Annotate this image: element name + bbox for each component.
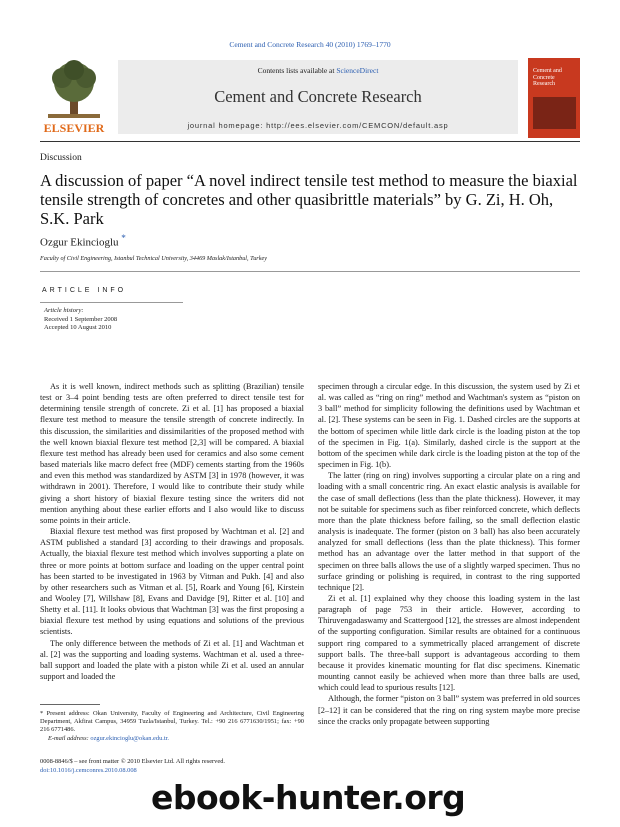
journal-homepage xyxy=(118,121,518,130)
divider xyxy=(40,271,580,272)
article-info-heading: ARTICLE INFO xyxy=(42,287,127,294)
email-label: E-mail address: xyxy=(48,734,91,742)
paragraph: The latter (ring on ring) involves supporting a circular plate on a ring and loading with a small concentric ring. An exact elastic analysis is available for the case of small deflections (less than the plate thickness). However, it may not be suitable for specimens such as fiber reinforced concrete, which deflects more than the plate thickness before failing, so the small deflection elastic analysis is inadequate. The former (piston on 3 ball) has also been accurately analyzed for small deflections (less than the plate thickness). This former method has an advantage over the latter method in that support of the specimen on three balls allows the use of a slightly warped specimen. Thus no surface grinding or polishing is required, in contrast to the ring supported technique [2]. xyxy=(318,471,580,592)
contents-line xyxy=(118,66,518,75)
header-rule xyxy=(40,141,580,142)
svg-text:ELSEVIER: ELSEVIER xyxy=(43,121,105,135)
copyright-block xyxy=(40,758,225,775)
footnote-text: * Present address: Okan University, Faculty of Engineering and Architecture, Civil Engineering Department, Akfirat Campus, 34959 Tuzla/Istanbul, Turkey. Tel.: +90 216 6771630/1951; fax: +90 216 6771486. xyxy=(40,710,304,734)
accepted-date: Accepted 10 August 2010 xyxy=(44,324,112,331)
journal-title: Cement and Concrete Research xyxy=(214,87,422,106)
watermark: ebook-hunter.org xyxy=(151,778,466,817)
article-history xyxy=(44,307,117,333)
journal-reference[interactable]: Cement and Concrete Research 40 (2010) 1769–1770 xyxy=(229,40,391,49)
cover-image xyxy=(533,97,576,129)
author-name: Ozgur Ekincioglu xyxy=(40,236,119,249)
email-link[interactable]: ozgur.ekincioglu@okan.edu.tr. xyxy=(90,734,170,742)
footnote xyxy=(40,710,304,743)
contents-prefix: Contents lists available at xyxy=(257,66,337,75)
homepage-link[interactable]: http://ees.elsevier.com/CEMCON/default.asp xyxy=(266,121,449,130)
paragraph: Biaxial flexure test method was first proposed by Wachtman et al. [2] and ASTM published a standard [3] according to their drawings and proposals. Actually, the biaxial flexure test method which involves supporting a plate on three or more points at bottom surface and loading on the upper central point has been started to be investigated in 1963 by Vitman and Pukh. [4] and also by other researchers such as Vitman et al. [5], Roark and Young [6], Kirstein and Wooley [7], Willshaw [8], Evans and Davidge [9], Ritter et al. [10] and Shetty et al. [11]. It looks obvious that Wachtman [3] was the first proposing a biaxial flexure test method by using equations and solutions of the previous scientists. xyxy=(40,527,304,637)
copyright-text: 0008-8846/$ – see front matter © 2010 Elsevier Ltd. All rights reserved. xyxy=(40,758,225,765)
divider xyxy=(40,302,183,303)
author-line xyxy=(40,233,126,249)
footnote-rule xyxy=(40,704,100,705)
sciencedirect-link[interactable]: ScienceDirect xyxy=(336,66,379,75)
paragraph: Although, the former “piston on 3 ball” system was preferred in old sources [2–12] it can be considered that the ring on ring system maybe more precise since the cracks only propagate between supporting xyxy=(318,694,580,726)
cover-title: Cement and Concrete Research xyxy=(533,68,562,87)
body-column-right xyxy=(318,381,580,727)
section-label: Discussion xyxy=(40,153,82,163)
homepage-prefix: journal homepage: xyxy=(187,121,267,130)
article-title: A discussion of paper “A novel indirect tensile test method to measure the biaxial tensile strength of concretes and other quasibrittle materials” by G. Zi, H. Oh, S.K. Park xyxy=(40,171,578,228)
affiliation: Faculty of Civil Engineering, Istanbul Technical University, 34469 Maslak/Istanbul, Turkey xyxy=(40,255,267,262)
paragraph: The only difference between the methods of Zi et al. [1] and Wachtman et al. [2] was the supporting and loading systems. Wachtman et al. used a three-ball support and loaded the plate with a piston while Zi et al. used an annular support and loaded the xyxy=(40,638,304,682)
paragraph: As it is well known, indirect methods such as splitting (Brazilian) tensile test or 3–4 point bending tests are often preferred to direct tensile test for determining tensile strength of concrete. Zi et al. [1] has proposed a biaxial flexure test method to measure the tensile strength of concrete indirectly. In this discussion, the similarities and dissimilarities of the proposed method with the well known biaxial flexure test method [2,3] will be compared. A biaxial flexure test method has already been used for ceramics and also some cement based materials like macro defect free (MDF) cements starting from the 1960s and even this method was standardized by ASTM [3] in 1978 (however, it was withdrawn in 2001). Therefore, I would like to contribute their study while giving a short history of biaxial flexure testing since the writers did not mention anything about these earlier efforts and I also would like to discuss some points in their article. xyxy=(40,382,304,525)
paragraph: specimen through a circular edge. In this discussion, the system used by Zi et al. was called as “ring on ring” method and Wachtman's system as “piston on 3 ball” method for simplicity following the definitions used by Wachtman et al. [2]. These systems can be seen in Fig. 1. Dashed circles are the supports at the bottom of specimen while little dark circle is the loading piston at the top of the specimen in Fig. 1(a). Similarly, dashed circle is the support at the bottom of the specimen while dark circle is the loading piston at the top of the specimen in Fig. 1(b). xyxy=(318,382,580,470)
elsevier-logo xyxy=(40,58,108,138)
history-label: Article history: xyxy=(44,307,84,314)
author-footnote-mark[interactable]: * xyxy=(121,233,126,243)
paragraph: Zi et al. [1] explained why they choose this loading system in the last paragraph of page 753 in their article. However, according to Thiruvengadaswamy and Scattergood [12], the stresses are almost independent of the supporting configuration. Similar results are obtained for a continuous support ring compared to a symmetrically placed arrangement of discrete support balls. The three-ball support is advantageous according to them because it provides kinematic mounting for flat disc specimens. Kinematic mounting cannot easily be achieved when more than three balls are used, which could lead to spurious results [12]. xyxy=(318,593,580,693)
body-column-left xyxy=(40,381,304,682)
doi-link[interactable]: doi:10.1016/j.cemconres.2010.08.008 xyxy=(40,766,137,774)
received-date: Received 1 September 2008 xyxy=(44,315,118,323)
